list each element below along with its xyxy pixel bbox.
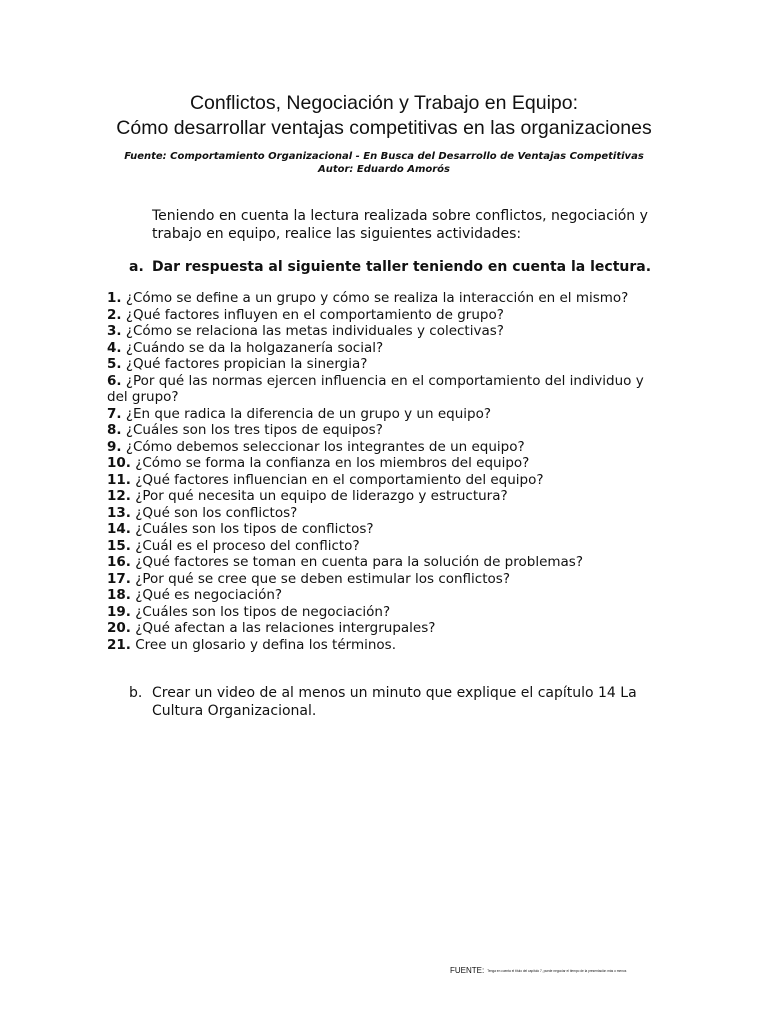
question-text: ¿Qué afectan a las relaciones intergrupales? — [135, 620, 436, 636]
question-item — [107, 406, 663, 423]
question-item — [107, 472, 663, 489]
question-item — [107, 307, 663, 324]
document-title-line-2: Cómo desarrollar ventajas competitivas en las organizaciones — [116, 117, 652, 139]
question-number: 7. — [107, 405, 122, 422]
footer-label: FUENTE: — [450, 966, 485, 976]
question-number: 16. — [107, 554, 131, 570]
question-number: 5. — [107, 356, 122, 372]
question-text: ¿Cómo se relaciona las metas individuales y colectivas? — [125, 323, 504, 339]
question-item — [107, 587, 663, 604]
question-number: 20. — [107, 620, 131, 636]
question-text: ¿Qué factores se toman en cuenta para la solución de problemas? — [135, 554, 583, 570]
question-item — [107, 604, 663, 621]
question-text: ¿Cómo debemos seleccionar los integrantes de un equipo? — [125, 438, 525, 455]
question-item — [107, 488, 663, 505]
question-text: ¿Cómo se forma la confianza en los miembros del equipo? — [135, 455, 530, 471]
question-number: 19. — [107, 603, 131, 620]
question-number: 3. — [107, 323, 122, 339]
question-item — [107, 422, 663, 439]
question-number: 6. — [107, 372, 122, 389]
question-text: ¿Cuáles son los tipos de negociación? — [135, 603, 391, 620]
question-text: ¿En que radica la diferencia de un grupo y un equipo? — [125, 405, 491, 422]
question-number: 21. — [107, 636, 131, 653]
question-text: ¿Por qué se cree que se deben estimular los conflictos? — [135, 570, 510, 587]
questions-list — [107, 290, 663, 653]
question-text: ¿Cuáles son los tres tipos de equipos? — [125, 422, 383, 438]
question-item — [107, 455, 663, 472]
question-item — [107, 620, 663, 637]
footer-note — [450, 966, 626, 976]
question-number: 14. — [107, 521, 131, 537]
section-a-marker: a. — [129, 259, 144, 275]
author-citation: Autor: Eduardo Amorós — [317, 164, 450, 175]
question-item — [107, 340, 663, 357]
question-item — [107, 290, 663, 307]
section-b-text: Crear un video de al menos un minuto que explique el capítulo 14 La Cultura Organizacional. — [152, 685, 637, 719]
question-text: ¿Cuál es el proceso del conflicto? — [135, 537, 360, 554]
question-item — [107, 373, 663, 406]
document-title-line-1: Conflictos, Negociación y Trabajo en Equipo: — [189, 92, 579, 114]
question-item — [107, 505, 663, 522]
question-item — [107, 356, 663, 373]
question-item — [107, 571, 663, 588]
question-number: 9. — [107, 438, 122, 455]
question-text: ¿Qué es negociación? — [135, 587, 283, 603]
question-number: 2. — [107, 306, 122, 323]
question-item — [107, 439, 663, 456]
footer-fine-print: Tenga en cuenta el título del capítulo 7, puede negociar el tiempo de la presentación más o menos — [487, 969, 627, 973]
question-number: 18. — [107, 587, 131, 603]
question-number: 10. — [107, 455, 131, 471]
section-a-heading — [129, 258, 651, 276]
question-text: Cree un glosario y defina los términos. — [135, 636, 397, 653]
question-text: ¿Qué factores influencian en el comportamiento del equipo? — [135, 471, 544, 488]
question-number: 1. — [107, 290, 122, 306]
question-number: 11. — [107, 471, 131, 488]
section-b-item — [129, 684, 669, 720]
question-text: ¿Cuáles son los tipos de conflictos? — [135, 521, 374, 537]
question-item — [107, 323, 663, 340]
question-number: 4. — [107, 339, 122, 356]
question-text: ¿Cuándo se da la holgazanería social? — [125, 339, 384, 356]
question-item — [107, 554, 663, 571]
source-citation: Fuente: Comportamiento Organizacional - En Busca del Desarrollo de Ventajas Competitivas — [124, 151, 644, 162]
intro-paragraph: Teniendo en cuenta la lectura realizada sobre conflictos, negociación y trabajo en equipo, realice las siguientes actividades: — [152, 208, 648, 242]
question-text: ¿Cómo se define a un grupo y cómo se realiza la interacción en el mismo? — [125, 290, 629, 306]
question-number: 13. — [107, 504, 131, 521]
question-text: ¿Qué son los conflictos? — [135, 504, 298, 521]
question-text: ¿Por qué necesita un equipo de liderazgo y estructura? — [135, 488, 508, 504]
question-number: 8. — [107, 422, 122, 438]
question-number: 15. — [107, 537, 131, 554]
question-text: ¿Qué factores influyen en el comportamiento de grupo? — [125, 306, 504, 323]
section-b-marker: b. — [129, 685, 143, 701]
question-text: ¿Qué factores propician la sinergia? — [125, 356, 368, 372]
question-number: 12. — [107, 488, 131, 504]
question-item — [107, 637, 663, 654]
question-item — [107, 538, 663, 555]
question-number: 17. — [107, 570, 131, 587]
question-item — [107, 521, 663, 538]
question-text: ¿Por qué las normas ejercen influencia en el comportamiento del individuo y del grupo? — [107, 372, 644, 405]
section-a-text: Dar respuesta al siguiente taller teniendo en cuenta la lectura. — [152, 259, 652, 275]
